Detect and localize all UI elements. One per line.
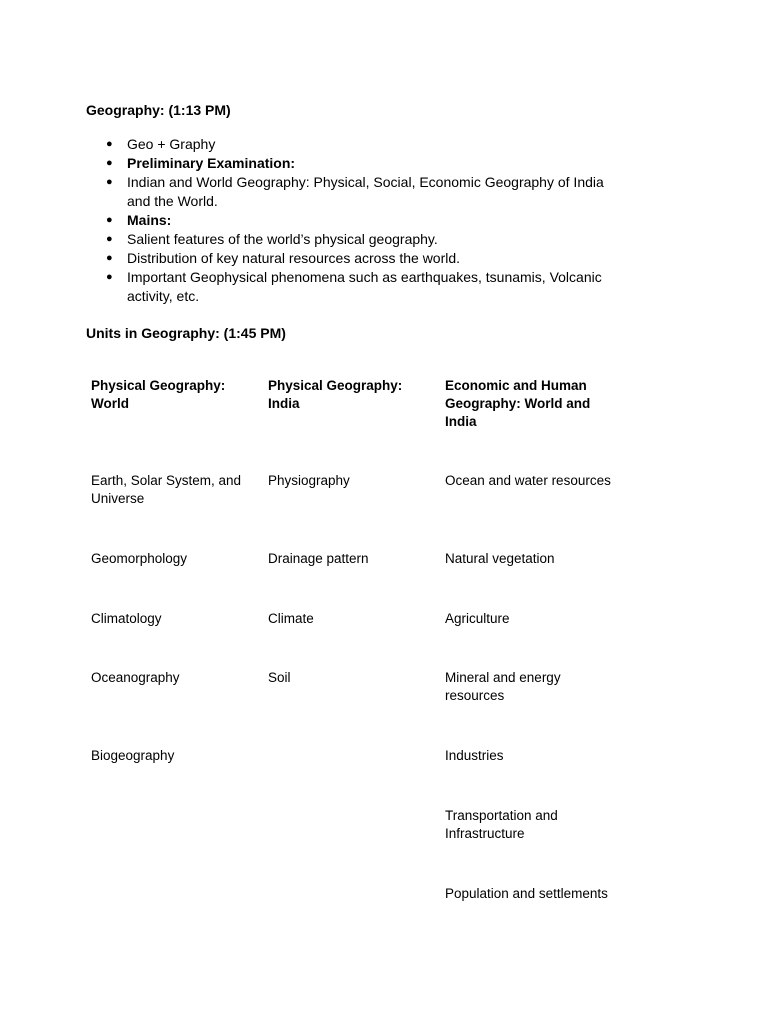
bullet-dot: ● <box>106 252 113 264</box>
list-item: ● Mains: <box>106 212 172 228</box>
table-header-cell: Physical Geography: India <box>268 378 403 411</box>
table-row <box>86 467 617 545</box>
list-item: ● Salient features of the world’s physical geography. <box>106 231 438 247</box>
table-cell: Soil <box>268 670 291 685</box>
table-row <box>86 742 617 802</box>
table-row <box>86 545 617 605</box>
table-cell: Population and settlements <box>445 886 608 901</box>
table-cell <box>86 880 263 958</box>
table-cell: Transportation and Infrastructure <box>445 808 558 841</box>
table-cell: Industries <box>445 748 504 763</box>
bullet-dot: ● <box>106 214 113 226</box>
bullet-dot: ● <box>106 233 113 245</box>
table-cell: Agriculture <box>445 611 510 626</box>
list-item: ● Indian and World Geography: Physical, Social, Economic Geography of India and the World. <box>106 174 604 209</box>
table-cell: Physiography <box>268 473 350 488</box>
section-heading-geography: Geography: (1:13 PM) <box>86 102 231 118</box>
table-cell <box>263 880 440 958</box>
table-header-cell: Economic and Human Geography: World and India <box>445 378 591 429</box>
table-cell: Mineral and energy resources <box>445 670 561 703</box>
table-cell: Climatology <box>91 611 162 626</box>
list-item: ● Geo + Graphy <box>106 136 216 152</box>
table-row <box>86 664 617 742</box>
table-cell: Earth, Solar System, and Universe <box>91 473 242 506</box>
bullet-dot: ● <box>106 138 113 150</box>
bullet-dot: ● <box>106 157 113 169</box>
table-header-cell: Physical Geography: World <box>91 378 226 411</box>
table-cell: Oceanography <box>91 670 180 685</box>
table-cell: Geomorphology <box>91 551 188 566</box>
list-item: ● Important Geophysical phenomena such as earthquakes, tsunamis, Volcanic activity, etc. <box>106 269 602 304</box>
table-cell <box>263 742 440 802</box>
list-item: ● Distribution of key natural resources across the world. <box>106 250 461 266</box>
units-table <box>86 372 617 958</box>
table-cell: Drainage pattern <box>268 551 369 566</box>
table-cell <box>86 802 263 880</box>
table-cell: Ocean and water resources <box>445 473 611 488</box>
bullet-list <box>86 135 626 306</box>
section-heading-units: Units in Geography: (1:45 PM) <box>86 325 286 341</box>
bullet-dot: ● <box>106 176 113 188</box>
table-cell: Natural vegetation <box>445 551 555 566</box>
table-cell: Climate <box>268 611 314 626</box>
table-header-row <box>86 372 617 467</box>
bullet-dot: ● <box>106 271 113 283</box>
table-row <box>86 880 617 958</box>
list-item: ● Preliminary Examination: <box>106 155 296 171</box>
table-row <box>86 802 617 880</box>
table-cell <box>263 802 440 880</box>
table-row <box>86 605 617 664</box>
table-cell: Biogeography <box>91 748 175 763</box>
